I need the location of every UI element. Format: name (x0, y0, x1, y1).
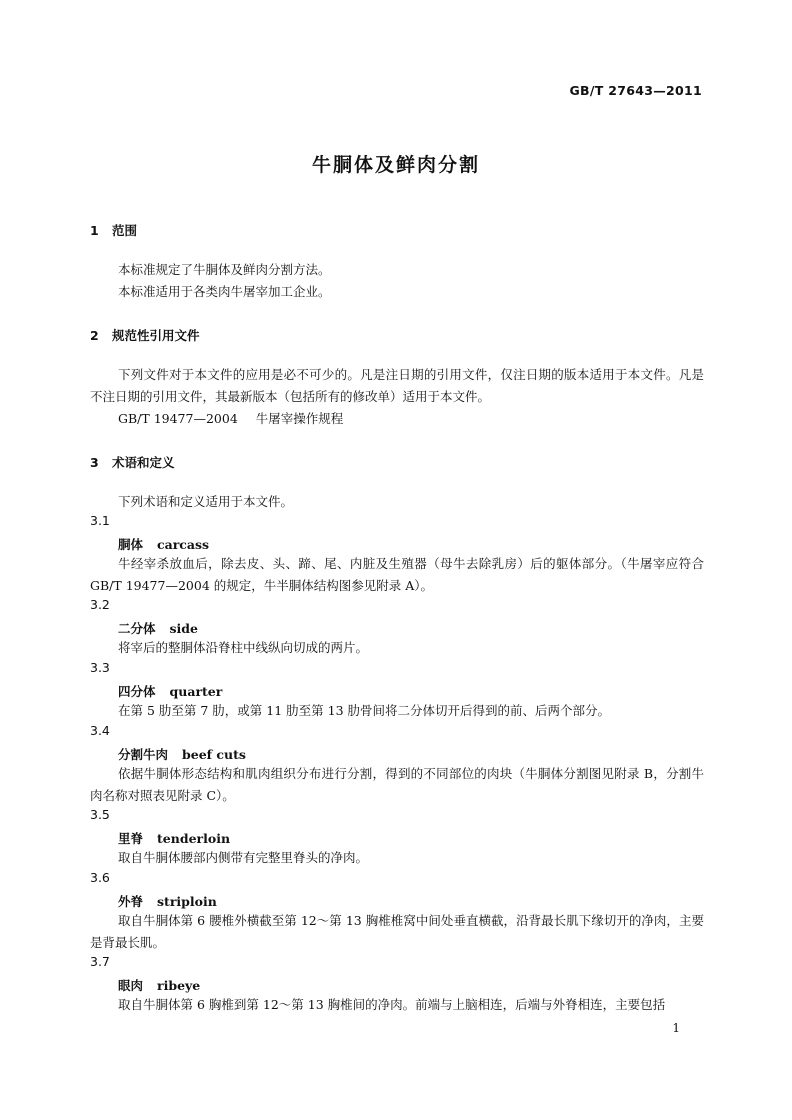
section-number: 1 (90, 223, 99, 238)
term-entry (118, 745, 246, 763)
term-english: tenderloin (157, 831, 231, 846)
term-definition: 取自牛胴体腰部内侧带有完整里脊头的净肉。 (118, 850, 369, 865)
definition-text: 依据牛胴体形态结构和肌肉组织分布进行分割，得到的不同部位的肉块（牛胴体分割图见附录 B，分割牛肉名称对照表见附录 C）。 (90, 766, 704, 803)
definition-text: 牛经宰杀放血后，除去皮、头、蹄、尾、内脏及生殖器（母牛去除乳房）后的躯体部分。（牛屠宰应符合GB/T 19477—2004 的规定，牛半胴体结构图参见附录 A）。 (90, 556, 704, 593)
term-chinese: 胴体 (118, 537, 144, 552)
term-chinese: 里脊 (118, 831, 144, 846)
term-definition (90, 910, 704, 954)
term-number: 3.4 (90, 723, 110, 738)
term-chinese: 眼肉 (118, 978, 144, 993)
standard-code: GB/T 27643—2011 (569, 83, 702, 98)
term-english: beef cuts (182, 747, 246, 762)
reference-title: 牛屠宰操作规程 (255, 411, 344, 426)
scope-paragraph-2: 本标准适用于各类肉牛屠宰加工企业。 (118, 284, 331, 299)
term-definition: 取自牛胴体第 6 胸椎到第 12～第 13 胸椎间的净肉。前端与上脑相连，后端与外脊相连，主要包括 (118, 997, 666, 1012)
section-2-heading (90, 326, 200, 344)
term-english: quarter (169, 684, 223, 699)
term-entry (118, 682, 222, 700)
document-title: 牛胴体及鲜肉分割 (311, 154, 480, 176)
term-english: striploin (157, 894, 217, 909)
term-english: carcass (157, 537, 210, 552)
term-number: 3.1 (90, 513, 110, 528)
scope-paragraph-1: 本标准规定了牛胴体及鲜肉分割方法。 (118, 262, 331, 277)
section-number: 2 (90, 328, 99, 343)
term-chinese: 外脊 (118, 894, 144, 909)
term-number: 3.2 (90, 597, 110, 612)
term-entry (118, 535, 209, 553)
term-definition (90, 553, 704, 597)
term-definition (90, 763, 704, 807)
term-definition: 将宰后的整胴体沿脊柱中线纵向切成的两片。 (118, 640, 369, 655)
term-definition: 在第 5 肋至第 7 肋，或第 11 肋至第 13 肋骨间将二分体切开后得到的前、后两个部分。 (118, 703, 611, 718)
term-entry (118, 829, 230, 847)
section-title: 术语和定义 (112, 455, 175, 470)
term-chinese: 四分体 (118, 684, 156, 699)
term-number: 3.6 (90, 870, 110, 885)
term-number: 3.3 (90, 660, 110, 675)
paragraph-text: 下列文件对于本文件的应用是必不可少的。凡是注日期的引用文件，仅注日期的版本适用于本文件。凡是不注日期的引用文件，其最新版本（包括所有的修改单）适用于本文件。 (90, 367, 704, 404)
normative-references-paragraph (90, 364, 704, 408)
term-entry (118, 892, 217, 910)
term-chinese: 分割牛肉 (118, 747, 169, 762)
term-english: ribeye (157, 978, 201, 993)
page-number: 1 (672, 1021, 680, 1035)
section-title: 规范性引用文件 (112, 328, 200, 343)
term-number: 3.5 (90, 807, 110, 822)
definition-text: 取自牛胴体第 6 腰椎外横截至第 12～第 13 胸椎椎窝中间处垂直横截，沿背最长肌下缘切开的净肉，主要是背最长肌。 (90, 913, 704, 950)
section-3-heading (90, 453, 175, 471)
term-number: 3.7 (90, 954, 110, 969)
term-entry (118, 619, 198, 637)
section-title: 范围 (112, 223, 138, 238)
term-english: side (169, 621, 198, 636)
section-number: 3 (90, 455, 99, 470)
term-chinese: 二分体 (118, 621, 156, 636)
term-entry (118, 976, 200, 994)
section-1-heading (90, 221, 137, 239)
reference-entry (118, 408, 343, 430)
terms-intro: 下列术语和定义适用于本文件。 (118, 494, 294, 509)
reference-code: GB/T 19477—2004 (118, 411, 238, 426)
